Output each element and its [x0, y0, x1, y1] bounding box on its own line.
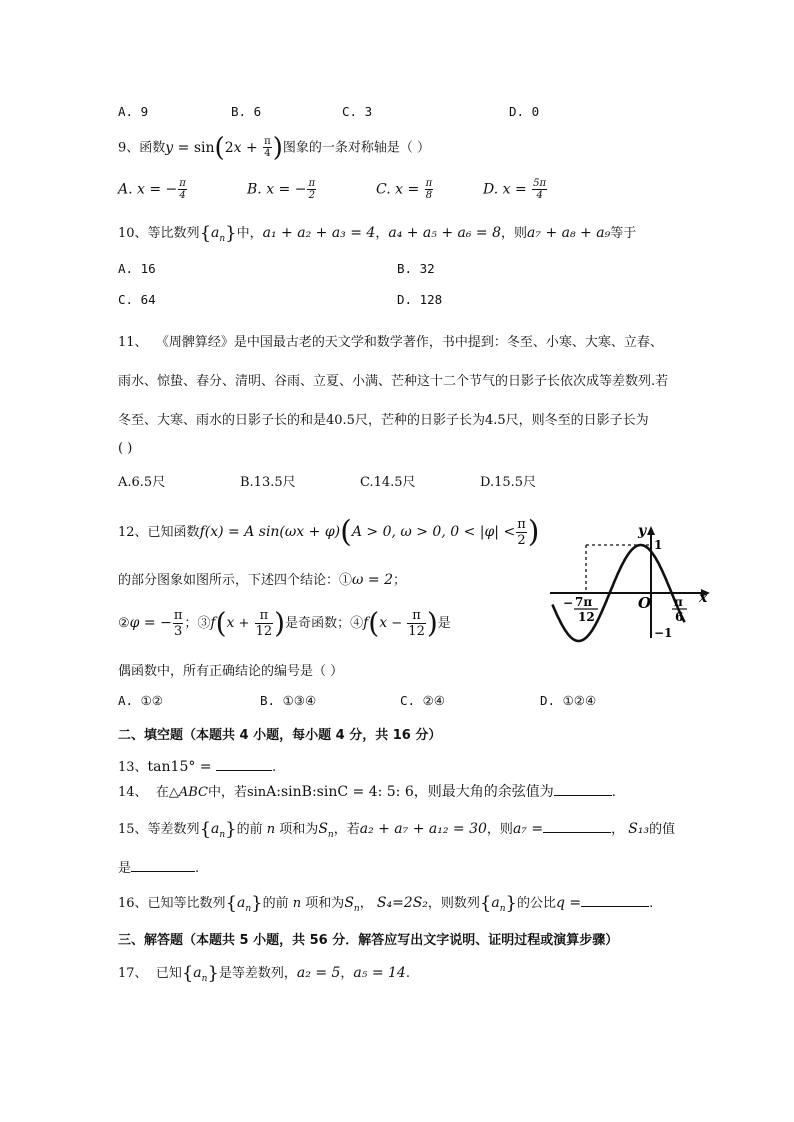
y-axis-label: y	[638, 523, 647, 539]
question-12-line-1: 12、已知函数f(x) = A sin(ωx + φ)(A > 0, ω > 0, 0 < |φ| < $\frac{\pi}{2}$ )	[118, 514, 540, 550]
q10-eq1: a₁ + a₂ + a₃ = 4	[262, 225, 376, 241]
q9-option-a: A. x = − $\frac{\pi}{4}$	[118, 178, 186, 201]
q10-eq2: a₄ + a₅ + a₆ = 8	[388, 225, 502, 241]
question-11-line-4: ( )	[118, 441, 133, 456]
q9-option-c: C. x = $\frac{\pi}{8}$	[376, 178, 433, 201]
x-axis-label: x	[699, 590, 708, 606]
q12-sine-graph	[548, 520, 713, 645]
q12-option-d: D. ①②④	[540, 693, 597, 708]
q11-option-d: D.15.5尺	[480, 475, 537, 490]
q8-option-a: A. 9	[118, 104, 149, 119]
section-2-heading: 二、填空题（本题共 4 小题，每小题 4 分，共 16 分）	[118, 728, 442, 743]
question-16: 16、已知等比数列$\{a_n\}$的前 n 项和为$S_n$， S₄=2S₂，则数列$\{a_n\}$的公比q = .	[118, 893, 654, 914]
left-tick-num: 7π	[575, 595, 593, 609]
right-tick-num: π	[674, 595, 683, 609]
q9-option-b: B. x = − $\frac{\pi}{2}$	[247, 178, 316, 201]
question-11-line-1: 11、 《周髀算经》是中国最古老的天文学和数学著作，书中提到：冬至、小寒、大寒、立春、	[118, 335, 663, 350]
left-tick-den: 12	[578, 610, 595, 624]
q9-text-a: 函数	[139, 140, 166, 156]
question-9	[118, 132, 431, 163]
question-12-line-4: 偶函数中，所有正确结论的编号是（ ）	[118, 664, 344, 679]
question-11-line-3: 冬至、大寒、雨水的日影子长的和是40.5尺，芒种的日影子长为4.5尺，则冬至的日影子长为	[118, 413, 649, 428]
left-tick-sign: −	[563, 596, 574, 610]
question-12-line-3: ②φ = − $\frac{\pi}{3}$ ；③f(x + $\frac{\pi}{12}$ )是奇函数；④f(x − $\frac{\pi}{12}$ )是	[118, 606, 451, 640]
question-10: 10、等比数列$\{a_n\}$中，a₁ + a₂ + a₃ = 4，a₄ + a₅ + a₆ = 8，则a₇ + a₈ + a₉等于	[118, 223, 637, 244]
q10-option-a: A. 16	[118, 261, 156, 276]
q10-option-d: D. 128	[397, 292, 443, 307]
q9-option-d: D. x = $\frac{5\pi}{4}$	[483, 178, 547, 201]
question-11-line-2: 雨水、惊蛰、春分、清明、谷雨、立夏、小满、芒种这十二个节气的日影子长依次成等差数列.若	[118, 374, 669, 389]
question-17: 17、 已知$\{a_n\}$是等差数列，a₂ = 5，a₅ = 14.	[118, 963, 410, 984]
q11-option-b: B.13.5尺	[240, 475, 296, 490]
q9-number: 9、	[118, 140, 140, 156]
min-label: −1	[654, 626, 673, 640]
origin-label: O	[638, 594, 652, 612]
q12-condition: A > 0, ω > 0, 0 < |φ| <	[351, 524, 516, 540]
q9-function: y = sin(2x + $\frac{\pi}{4}$ )	[165, 132, 283, 163]
q12-option-a: A. ①②	[118, 693, 163, 708]
q10-eq3: a₇ + a₈ + a₉	[527, 225, 611, 241]
question-13: 13、tan15° = .	[118, 759, 277, 775]
q10-option-b: B. 32	[397, 261, 435, 276]
q10-option-c: C. 64	[118, 292, 156, 307]
question-15-line-2: 是 .	[118, 861, 200, 876]
max-label: 1	[654, 538, 663, 552]
q8-option-c: C. 3	[342, 104, 373, 119]
question-12-line-2: 的部分图象如图所示，下述四个结论：①ω = 2；	[118, 572, 406, 588]
q11-option-c: C.14.5尺	[360, 475, 416, 490]
q12-function: f(x) = A sin(ωx + φ)	[199, 524, 341, 540]
section-3-heading: 三、解答题（本题共 5 小题，共 56 分．解答应写出文字说明、证明过程或演算步骤）	[118, 933, 619, 948]
q12-option-c: C. ②④	[400, 693, 445, 708]
q8-option-d: D. 0	[509, 104, 540, 119]
question-14: 14、 在△ABC中，若sinA:sinB:sinC = 4: 5: 6，则最大角的余弦值为 .	[118, 784, 616, 800]
q11-option-a: A.6.5尺	[118, 475, 166, 490]
right-tick-den: 6	[675, 610, 684, 624]
q8-option-b: B. 6	[231, 104, 262, 119]
question-15-line-1: 15、等差数列$\{a_n\}$的前 n 项和为$S_n$，若a₂ + a₇ + a₁₂ = 30，则a₇ = ， S₁₃的值	[118, 819, 676, 840]
q12-option-b: B. ①③④	[260, 693, 317, 708]
q9-text-b: 图象的一条对称轴是（ ）	[282, 140, 431, 156]
